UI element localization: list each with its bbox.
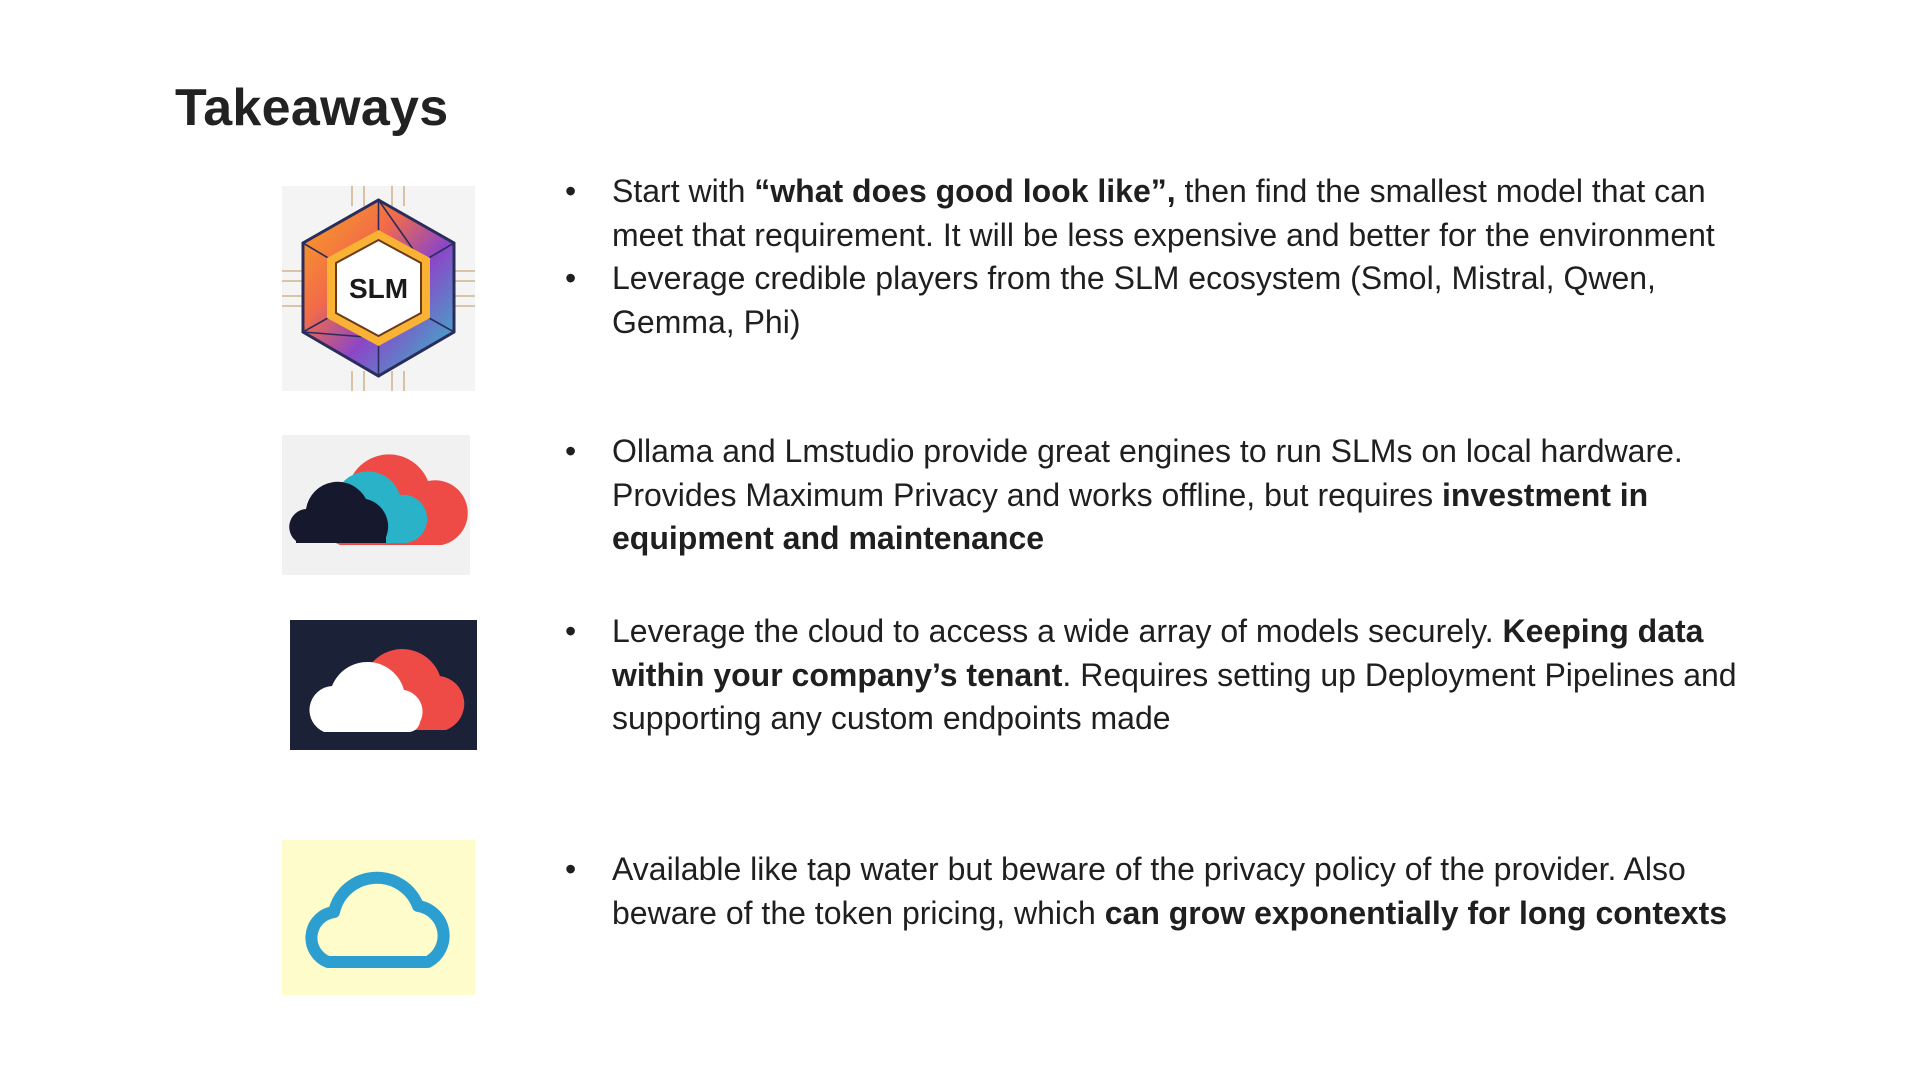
- bullet-text: . Requires setting up Deployment Pipelines and supporting any custom endpoints made: [612, 656, 1737, 736]
- slm-label: SLM: [348, 273, 409, 304]
- bullet-emphasis: can grow exponentially for long contexts: [1104, 894, 1728, 931]
- public-cloud-icon: [282, 840, 475, 995]
- section-1-bullets: [565, 170, 1745, 344]
- page-title: Takeaways: [175, 79, 449, 137]
- section-3-bullets: [565, 610, 1745, 741]
- tenant-cloud-icon: [290, 620, 477, 750]
- bullet-text: Start with: [612, 173, 755, 209]
- bullet-text: then find the smallest model that can meet that requirement. It will be less expensive and better for the environment: [612, 173, 1715, 253]
- section-2-bullets: [565, 430, 1745, 561]
- bullet-emphasis: investment in equipment and maintenance: [612, 476, 1649, 556]
- bullet-text: Ollama and Lmstudio provide great engines to run SLMs on local hardware. Provides Maximum Privacy and works offline, but requires: [612, 433, 1683, 513]
- list-item: [565, 848, 1745, 935]
- local-cloud-icon: [282, 435, 470, 575]
- bullet-text: Leverage the cloud to access a wide array of models securely.: [612, 613, 1503, 649]
- bullet-emphasis: “what does good look like”,: [754, 173, 1176, 209]
- bullet-emphasis: Keeping data within your company’s tenant: [612, 613, 1704, 693]
- bullet-text: Leverage credible players from the SLM ecosystem (Smol, Mistral, Qwen, Gemma, Phi): [612, 260, 1656, 340]
- bullet-text: Available like tap water but beware of the privacy policy of the provider. Also beware of the token pricing, which: [612, 851, 1686, 931]
- list-item: [565, 170, 1745, 257]
- list-item: [565, 430, 1745, 561]
- list-item: [565, 257, 1745, 344]
- section-4-bullets: [565, 848, 1745, 935]
- slm-hexagon-logo: [282, 186, 475, 391]
- list-item: [565, 610, 1745, 741]
